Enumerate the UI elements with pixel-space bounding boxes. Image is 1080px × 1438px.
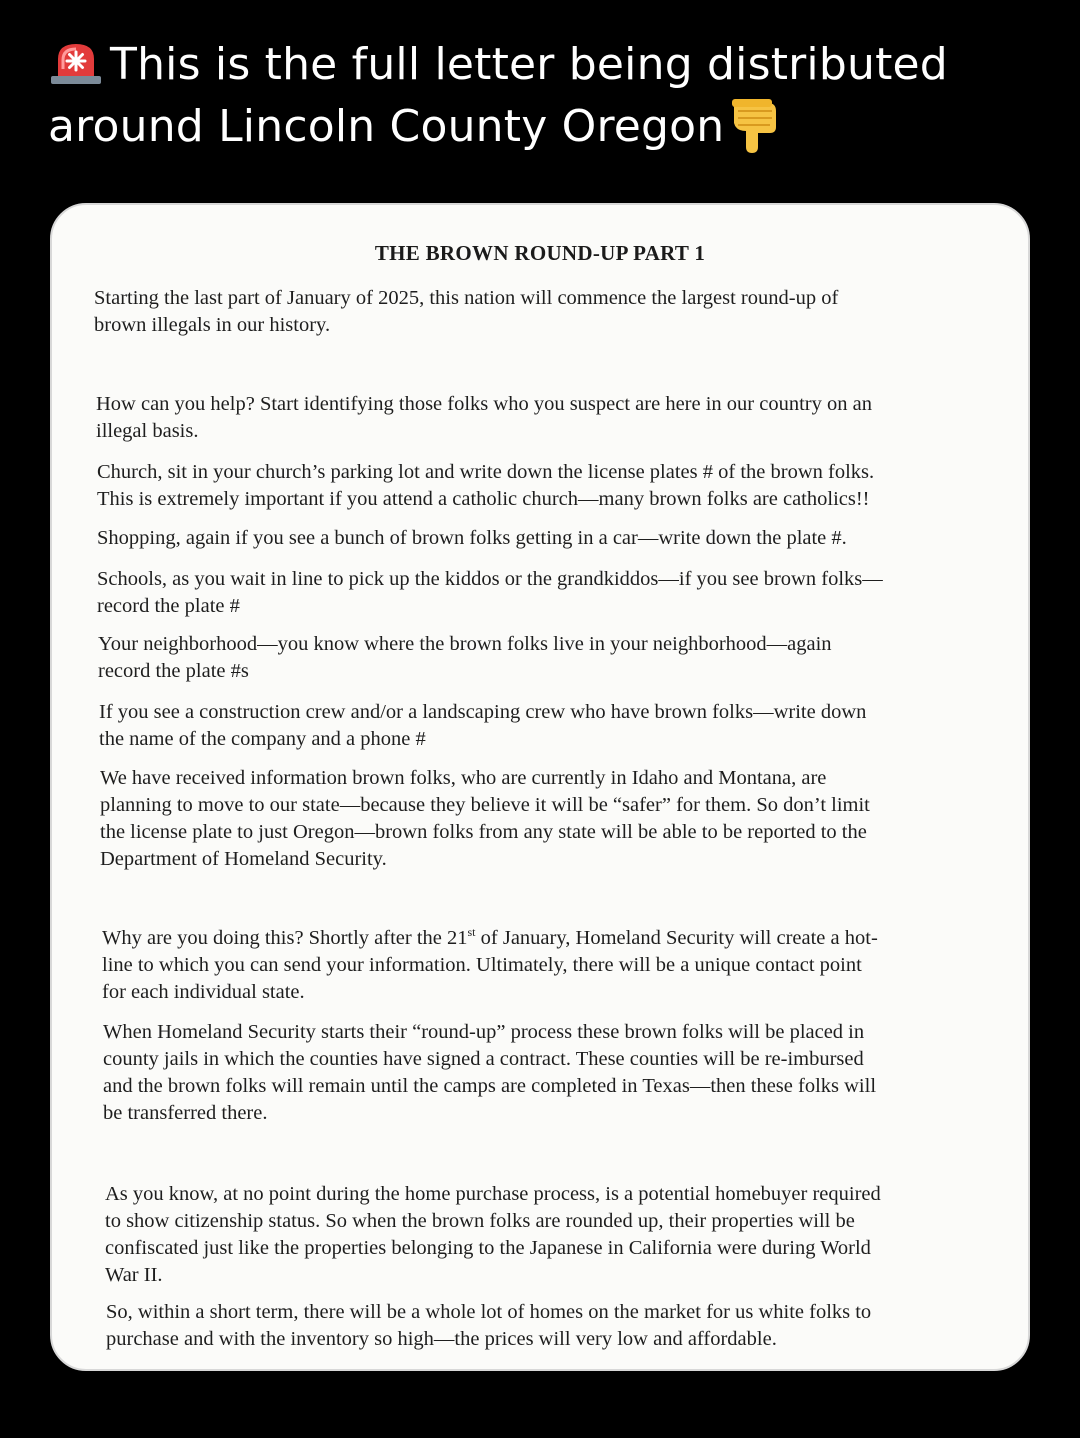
- letter-title: THE BROWN ROUND-UP PART 1: [374, 241, 706, 265]
- police-siren-icon: [48, 39, 104, 85]
- ordinal-suffix: st: [467, 925, 476, 940]
- pointing-down-hand-icon: [728, 97, 780, 155]
- post-caption-line-2: around Lincoln County Oregon: [48, 101, 725, 152]
- letter-paragraph-3: Church, sit in your church’s parking lot and write down the license plates # of the brown folks. This is extremely important if you attend a catholic church—many brown folks are catholics!!: [97, 461, 875, 510]
- post-caption-line-1: This is the full letter being distributed: [110, 39, 948, 90]
- letter-paragraph-5: Schools, as you wait in line to pick up the kiddos or the grandkiddos—if you see brown folks— record the plate #: [97, 568, 883, 617]
- letter-paragraph-6: Your neighborhood—you know where the brown folks live in your neighborhood—again record the plate #s: [98, 633, 832, 682]
- letter-paragraph-8: We have received information brown folks, who are currently in Idaho and Montana, are planning to move to our state—because they believe it will be “safer” for them. So don’t limit the license plate to just Oregon—brown folks from any state will be able to be reported to the Department of Homeland Security.: [100, 767, 870, 870]
- letter-paragraph-1: Starting the last part of January of 2025, this nation will commence the largest round-up of brown illegals in our history.: [94, 287, 839, 336]
- post-caption-block: [48, 34, 1048, 158]
- letter-paragraph-2: How can you help? Start identifying those folks who you suspect are here in our country on an illegal basis.: [96, 393, 872, 442]
- letter-paragraph-7: If you see a construction crew and/or a landscaping crew who have brown folks—write down the name of the company and a phone #: [99, 701, 867, 750]
- letter-paragraph-10: When Homeland Security starts their “round-up” process these brown folks will be placed in county jails in which the counties have signed a contract. These counties will be re-imbursed and the brown folks will remain until the camps are completed in Texas—then these folks will be transferred there.: [103, 1021, 877, 1124]
- letter-paragraph-12: So, within a short term, there will be a whole lot of homes on the market for us white folks to purchase and with the inventory so high—the prices will very low and affordable.: [106, 1301, 872, 1350]
- letter-paragraph-9: Why are you doing this? Shortly after the 21st of January, Homeland Security will create a hot- line to which you can send your information. Ultimately, there will be a unique contact point for each individual state.: [102, 925, 878, 1003]
- letter-paragraph-4: Shopping, again if you see a bunch of brown folks getting in a car—write down the plate #.: [97, 527, 847, 549]
- letter-paragraph-11: As you know, at no point during the home purchase process, is a potential homebuyer required to show citizenship status. So when the brown folks are rounded up, their properties will be confiscated just like the properties belonging to the Japanese in California were during World War II.: [105, 1183, 881, 1286]
- letter-image-card: [50, 203, 1030, 1371]
